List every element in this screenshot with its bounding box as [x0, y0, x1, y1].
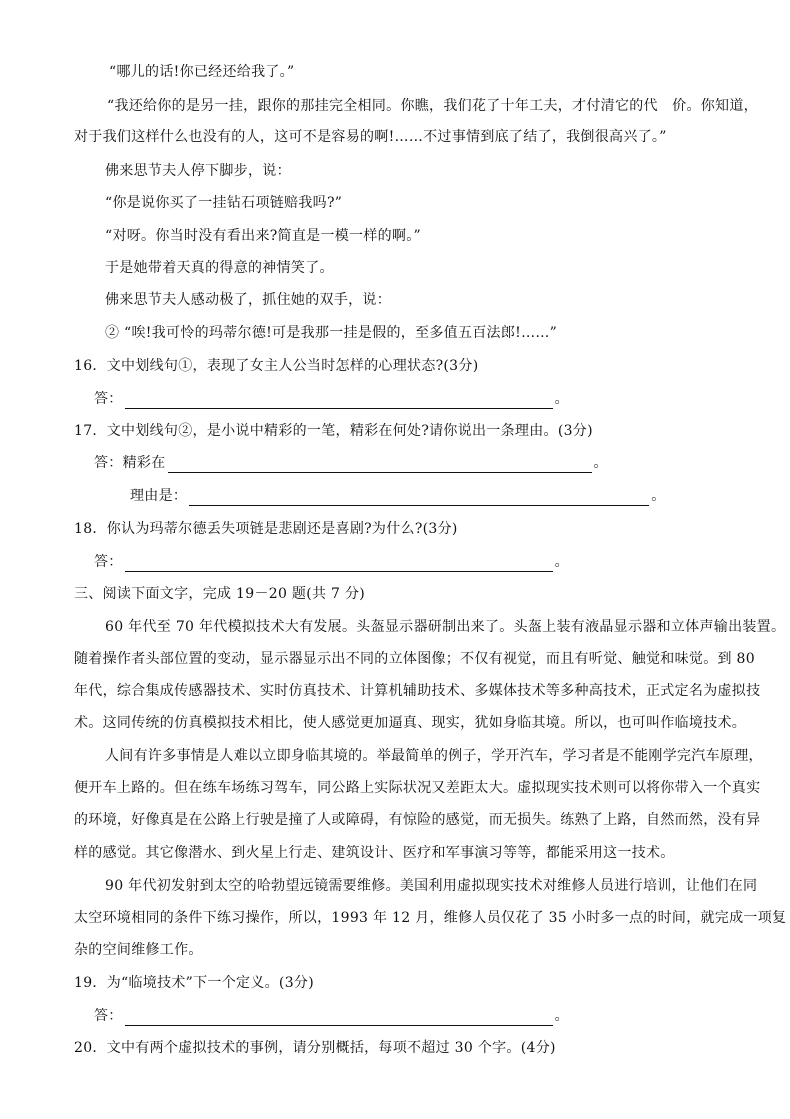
answer-17 [94, 453, 608, 473]
answer-16-label: 答： [94, 391, 123, 407]
passage-line-6: 便开车上路的。但在练车场练习驾车，同公路上实际状况又差距太大。虚拟现实技术则可以将你带入一个真实 [74, 780, 761, 796]
section-3-heading: 三、阅读下面文字，完成 19－20 题(共 7 分) [74, 586, 366, 602]
answer-16-end: 。 [554, 391, 569, 407]
answer-19-label: 答： [94, 1008, 123, 1024]
story-line-4: 佛来思节夫人停下脚步，说： [105, 163, 291, 179]
reason-17-label: 理由是： [130, 488, 188, 504]
story-line-1: “哪儿的话!你已经还给我了。” [109, 64, 295, 80]
answer-17-end: 。 [593, 455, 608, 471]
story-line-5: “你是说你买了一挂钻石项链赔我吗?” [105, 195, 343, 211]
answer-16 [94, 389, 569, 409]
question-19: 19．为“临境技术”下一个定义。(3分) [74, 975, 314, 991]
answer-19-blank[interactable] [125, 1010, 553, 1026]
passage-line-2: 随着操作者头部位置的变动，显示器显示出不同的立体图像；不仅有视觉，而且有听觉、触觉和味觉。到 80 [74, 651, 755, 667]
story-line-3: 对于我们这样什么也没有的人，这可不是容易的啊!……不过事情到底了结了，我倒很高兴了。” [74, 129, 667, 145]
passage-line-8: 样的感觉。其它像潜水、到火星上行走、建筑设计、医疗和军事演习等等，都能采用这一技术。 [74, 845, 675, 861]
answer-18-label: 答： [94, 554, 123, 570]
question-18: 18．你认为玛蒂尔德丢失项链是悲剧还是喜剧?为什么?(3分) [74, 521, 458, 537]
answer-19-end: 。 [554, 1008, 569, 1024]
passage-line-11: 杂的空间维修工作。 [74, 942, 203, 958]
passage-line-3: 年代，综合集成传感器技术、实时仿真技术、计算机辅助技术、多媒体技术等多种高技术，正式定名为虚拟技 [74, 683, 761, 699]
story-line-2: “我还给你的是另一挂，跟你的那挂完全相同。你瞧，我们花了十年工夫，才付清它的代 价。你知道， [107, 98, 758, 114]
passage-line-7: 的环境，好像真是在公路上行驶是撞了人或障碍，有惊险的感觉，而无损失。练熟了上路，自然而然，没有异 [74, 812, 761, 828]
reason-17-end: 。 [651, 488, 666, 504]
question-17: 17．文中划线句②，是小说中精彩的一笔，精彩在何处?请你说出一条理由。(3分) [74, 423, 593, 439]
passage-line-9: 90 年代初发射到太空的哈勃望远镜需要维修。美国利用虚拟现实技术对维修人员进行培训，让他们在同 [105, 878, 758, 894]
passage-line-5: 人间有许多事情是人难以立即身临其境的。举最简单的例子，学开汽车，学习者是不能刚学完汽车原理， [105, 748, 763, 764]
answer-17-blank[interactable] [168, 457, 592, 473]
reason-17-blank[interactable] [189, 490, 649, 506]
reason-17 [130, 486, 666, 506]
answer-16-blank[interactable] [125, 393, 553, 409]
answer-17-label: 答：精彩在 [94, 455, 166, 471]
answer-18-blank[interactable] [125, 556, 553, 572]
question-16: 16．文中划线句①，表现了女主人公当时怎样的心理状态?(3分) [74, 358, 479, 374]
story-line-7: 于是她带着天真的得意的神情笑了。 [105, 260, 334, 276]
story-line-8: 佛来思节夫人感动极了，抓住她的双手，说： [105, 292, 391, 308]
answer-18 [94, 552, 569, 572]
answer-19 [94, 1006, 569, 1026]
answer-18-end: 。 [554, 554, 569, 570]
passage-line-4: 术。这同传统的仿真模拟技术相比，使人感觉更加逼真、现实，犹如身临其境。所以，也可叫作临境技术。 [74, 715, 747, 731]
story-line-6: “对呀。你当时没有看出来?简直是一模一样的啊。” [105, 228, 422, 244]
story-line-9: ② “唉!我可怜的玛蒂尔德!可是我那一挂是假的，至多值五百法郎!……” [105, 325, 558, 341]
passage-line-10: 太空环境相同的条件下练习操作，所以，1993 年 12 月，维修人员仅花了 35 小时多一点的时间，就完成一项复 [74, 910, 787, 926]
passage-line-1: 60 年代至 70 年代模拟技术大有发展。头盔显示器研制出来了。头盔上装有液晶显示器和立体声输出装置。 [105, 619, 786, 635]
question-20: 20．文中有两个虚拟技术的事例，请分别概括，每项不超过 30 个字。(4分) [74, 1040, 556, 1056]
